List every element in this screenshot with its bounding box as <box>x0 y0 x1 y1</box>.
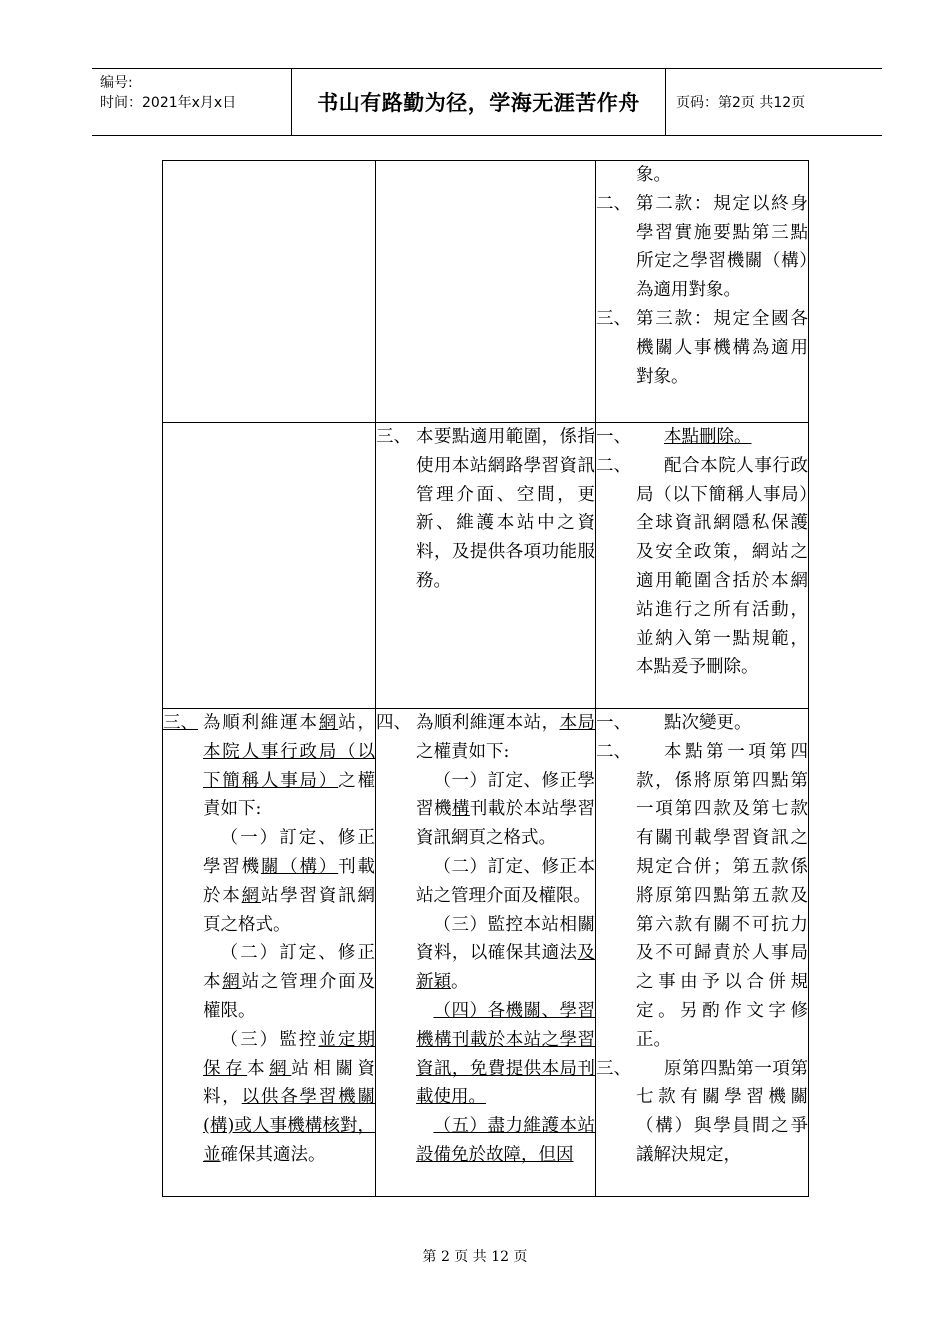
sub-item <box>416 767 595 853</box>
cell-revised <box>163 423 376 709</box>
point-text: 本要點適用範圍，係指使用本站網路學習資訊管理介面、空間，更新、維護本站中之資料，及提供各項功能服務。 <box>416 427 595 591</box>
text-run: 網 <box>318 713 339 733</box>
item-text: 第三款：規定全國各機關人事機構為適用對象。 <box>636 308 808 387</box>
text-run: 本院人事行政局（以下簡稱人事局） <box>203 741 375 791</box>
text-run: 網 <box>241 885 261 906</box>
text-run: 確保其適法。 <box>220 1144 326 1165</box>
cell-explanation <box>596 423 809 709</box>
sub-item <box>203 824 375 939</box>
cell-current <box>376 709 596 1197</box>
sub-item: （五）盡力維護本站設備免於故障，但因 <box>416 1116 595 1165</box>
text-run: 刊載於本 <box>203 856 375 906</box>
text-run: 關（構） <box>260 856 339 877</box>
explanation-item <box>596 190 808 305</box>
text-run: 及新穎 <box>416 943 595 993</box>
explanation-item <box>596 305 808 391</box>
revised-point <box>163 709 375 1170</box>
text-run: 刊載於本站學習資訊網頁之格式。 <box>416 799 596 849</box>
current-point <box>376 423 595 596</box>
current-point <box>376 709 595 1170</box>
item-number: 三、 <box>596 308 631 329</box>
text-run: 網 <box>269 1058 292 1079</box>
explanation-item <box>596 738 808 1055</box>
item-text: 配合本院人事行政局（以下簡稱人事局）全球資訊網隱私保護及安全政策，網站之適用範圍含括於本網站進行之所有活動，並納入第一點規範，本點爰予刪除。 <box>636 455 808 678</box>
text-run: 站相關資料， <box>203 1058 376 1108</box>
text-run: （一）訂定、修正學習機 <box>416 770 595 820</box>
item-number: 三、 <box>596 1058 631 1079</box>
explanation-item <box>596 1055 808 1170</box>
table-row <box>163 161 809 423</box>
text-run: 為順利維運本站， <box>416 713 560 733</box>
text-run: 以供各學習機關(構)或人事機構核對，並 <box>203 1087 375 1165</box>
sub-item <box>416 911 595 997</box>
item-number: 一、 <box>596 713 631 733</box>
comparison-table <box>162 160 809 1197</box>
text-run: 本 <box>247 1058 270 1079</box>
header-page-info: 页码：第2页 共12页 <box>676 95 806 111</box>
item-text: 原第四點第一項第七款有關學習機關（構）與學員間之爭議解決規定， <box>636 1058 808 1165</box>
point-text <box>416 709 595 1170</box>
cell-revised <box>163 709 376 1197</box>
page-footer: 第 2 页 共 12 页 <box>422 1249 528 1265</box>
point-number: 四、 <box>376 713 411 733</box>
table-row <box>163 423 809 709</box>
header-meta <box>92 69 292 135</box>
cell-current <box>376 161 596 423</box>
table-row <box>163 709 809 1197</box>
text-run: 構 <box>451 799 470 820</box>
explanation-item <box>596 452 808 682</box>
sub-item <box>203 1026 375 1170</box>
sub-item <box>203 939 375 1025</box>
sub-item: （四）各機關、學習機構刊載於本站之學習資訊，免費提供本局刊載使用。 <box>416 1000 595 1108</box>
cell-current <box>376 423 596 709</box>
text-run: 之權責如下: <box>203 770 375 820</box>
text-run: （三）監控 <box>220 1029 319 1050</box>
header-code: 编号: <box>100 75 133 91</box>
text-run: （二）訂定、修正本 <box>203 943 375 993</box>
item-number: 二、 <box>596 455 631 476</box>
text-run: 為順利維運本 <box>203 713 319 733</box>
point-text <box>203 709 375 1170</box>
text-run: 站之管理介面及權限。 <box>203 972 375 1021</box>
explanation-item <box>596 423 808 452</box>
item-text: 本點第一項第四款，係將原第四點第一項第四款及第七款有關刊載學習資訊之規定合併；第五款係將原第四點第五款及第六款有關不可抗力及不可歸責於人事局之事由予以合併規定。另酌作文字修正。 <box>636 741 808 1050</box>
text-run: 站， <box>338 713 375 733</box>
page-header <box>92 68 882 136</box>
item-text: 點次變更。 <box>664 713 752 733</box>
text-run: （三）監控本站相關資料，以確保其適法 <box>416 914 595 964</box>
text-run: 並定期保存 <box>203 1029 376 1079</box>
cell-explanation <box>596 161 809 423</box>
text-run: （一）訂定、修正學習機 <box>203 828 375 877</box>
text-run: 本局 <box>559 713 596 733</box>
text-run: 網 <box>222 972 242 993</box>
item-number: 一、 <box>596 427 631 447</box>
text-run: 站學習資訊網頁之格式。 <box>203 885 375 935</box>
header-slogan: 书山有路勤为径，学海无涯苦作舟 <box>292 69 666 135</box>
item-number: 二、 <box>596 741 631 762</box>
point-number: 三、 <box>376 427 411 447</box>
cell-explanation <box>596 709 809 1197</box>
item-text: 本點刪除。 <box>664 427 752 447</box>
cell-revised <box>163 161 376 423</box>
explanation-continuation: 象。 <box>636 165 671 185</box>
sub-item: （二）訂定、修正本站之管理介面及權限。 <box>416 856 595 906</box>
text-run: 。 <box>451 972 469 993</box>
item-text: 第二款：規定以終身學習實施要點第三點所定之學習機關（構）為適用對象。 <box>636 193 808 301</box>
item-number: 二、 <box>596 193 631 214</box>
point-number: 三、 <box>163 713 198 733</box>
text-run: 之權責如下: <box>416 741 510 762</box>
explanation-item <box>596 709 808 738</box>
header-time: 时间：2021年x月x日 <box>100 95 237 111</box>
